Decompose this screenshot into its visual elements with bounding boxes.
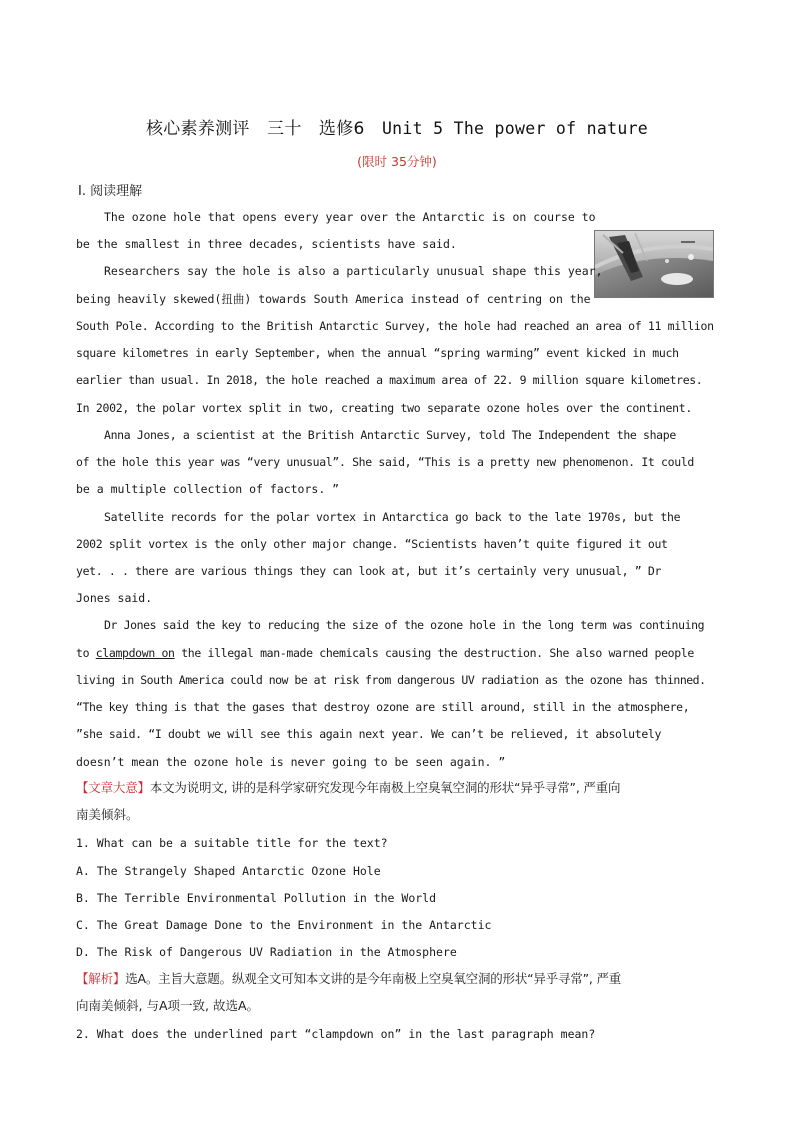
- summary-line: 南美倾斜。: [76, 807, 139, 822]
- title-chinese: 核心素养测评 三十 选修6: [145, 119, 382, 139]
- passage-line: earlier than usual. In 2018, the hole reached a maximum area of 22. 9 million square kilometres.: [76, 373, 703, 387]
- page-title: [0, 114, 794, 139]
- passage-line: being heavily skewed(扭曲) towards South America instead of centring on the: [76, 292, 591, 306]
- passage-line: South Pole. According to the British Antarctic Survey, the hole had reached an area of 11 million: [76, 319, 714, 333]
- passage-line: Anna Jones, a scientist at the British Antarctic Survey, told The Independent the shape: [104, 428, 676, 442]
- analysis-tag: 【解析】: [76, 971, 126, 986]
- time-limit: (限时 35分钟): [357, 154, 437, 169]
- question-stem: 1. What can be a suitable title for the text?: [76, 836, 388, 850]
- passage-line: doesn’t mean the ozone hole is never going to be seen again. ”: [76, 755, 506, 769]
- section-heading: Ⅰ. 阅读理解: [78, 184, 143, 199]
- passage-line: The ozone hole that opens every year over the Antarctic is on course to: [104, 210, 596, 224]
- analysis-line: [76, 971, 621, 987]
- summary-text: 本文为说明文, 讲的是科学家研究发现今年南极上空臭氧空洞的形状“异乎寻常”, 严重向: [149, 780, 621, 795]
- passage-line: Satellite records for the polar vortex in Antarctica go back to the late 1970s, but the: [104, 510, 681, 524]
- text-span: the illegal man-made chemicals causing the destruction. She also warned people: [174, 646, 694, 660]
- passage-line: [76, 645, 694, 661]
- passage-line: ”she said. “I doubt we will see this again next year. We can’t be relieved, it absolutely: [76, 727, 662, 741]
- passage-line: Researchers say the hole is also a particularly unusual shape this year,: [104, 264, 603, 278]
- summary-tag: 【文章大意】: [76, 780, 150, 795]
- analysis-line: 向南美倾斜, 与A项一致, 故选A。: [76, 998, 259, 1013]
- passage-line: square kilometres in early September, when the annual “spring warming” event kicked in much: [76, 346, 679, 360]
- passage-line: In 2002, the polar vortex split in two, creating two separate ozone holes over the continent.: [76, 401, 692, 415]
- passage-line: be a multiple collection of factors. ”: [76, 482, 340, 496]
- answer-option-b[interactable]: B. The Terrible Environmental Pollution in the World: [76, 891, 437, 905]
- summary-line: [76, 780, 620, 796]
- passage-line: living in South America could now be at risk from dangerous UV radiation as the ozone has thinned.: [76, 673, 706, 687]
- passage-line: “The key thing is that the gases that destroy ozone are still around, still in the atmosphere,: [76, 700, 690, 714]
- passage-line: be the smallest in three decades, scientists have said.: [76, 237, 457, 251]
- answer-option-c[interactable]: C. The Great Damage Done to the Environment in the Antarctic: [76, 918, 492, 932]
- passage-line: Jones said.: [76, 591, 153, 605]
- answer-option-a[interactable]: A. The Strangely Shaped Antarctic Ozone Hole: [76, 864, 381, 878]
- answer-option-d[interactable]: D. The Risk of Dangerous UV Radiation in the Atmosphere: [76, 945, 457, 959]
- title-english: Unit 5 The power of nature: [381, 119, 649, 138]
- analysis-text: 选A。主旨大意题。纵观全文可知本文讲的是今年南极上空臭氧空洞的形状“异乎寻常”, 严重: [125, 971, 622, 986]
- passage-line: yet. . . there are various things they can look at, but it’s certainly very unusual, ” Dr: [76, 564, 662, 578]
- passage-line: 2002 split vortex is the only other major change. “Scientists haven’t quite figured it out: [76, 537, 668, 551]
- ozone-hole-image: [594, 230, 714, 298]
- text-span: to: [76, 646, 96, 660]
- underlined-phrase: clampdown on: [95, 646, 175, 660]
- passage-line: of the hole this year was “very unusual”. She said, “This is a pretty new phenomenon. It could: [76, 455, 694, 469]
- question-stem: 2. What does the underlined part “clampdown on” in the last paragraph mean?: [76, 1027, 596, 1041]
- passage-line: Dr Jones said the key to reducing the size of the ozone hole in the long term was continuing: [104, 618, 705, 632]
